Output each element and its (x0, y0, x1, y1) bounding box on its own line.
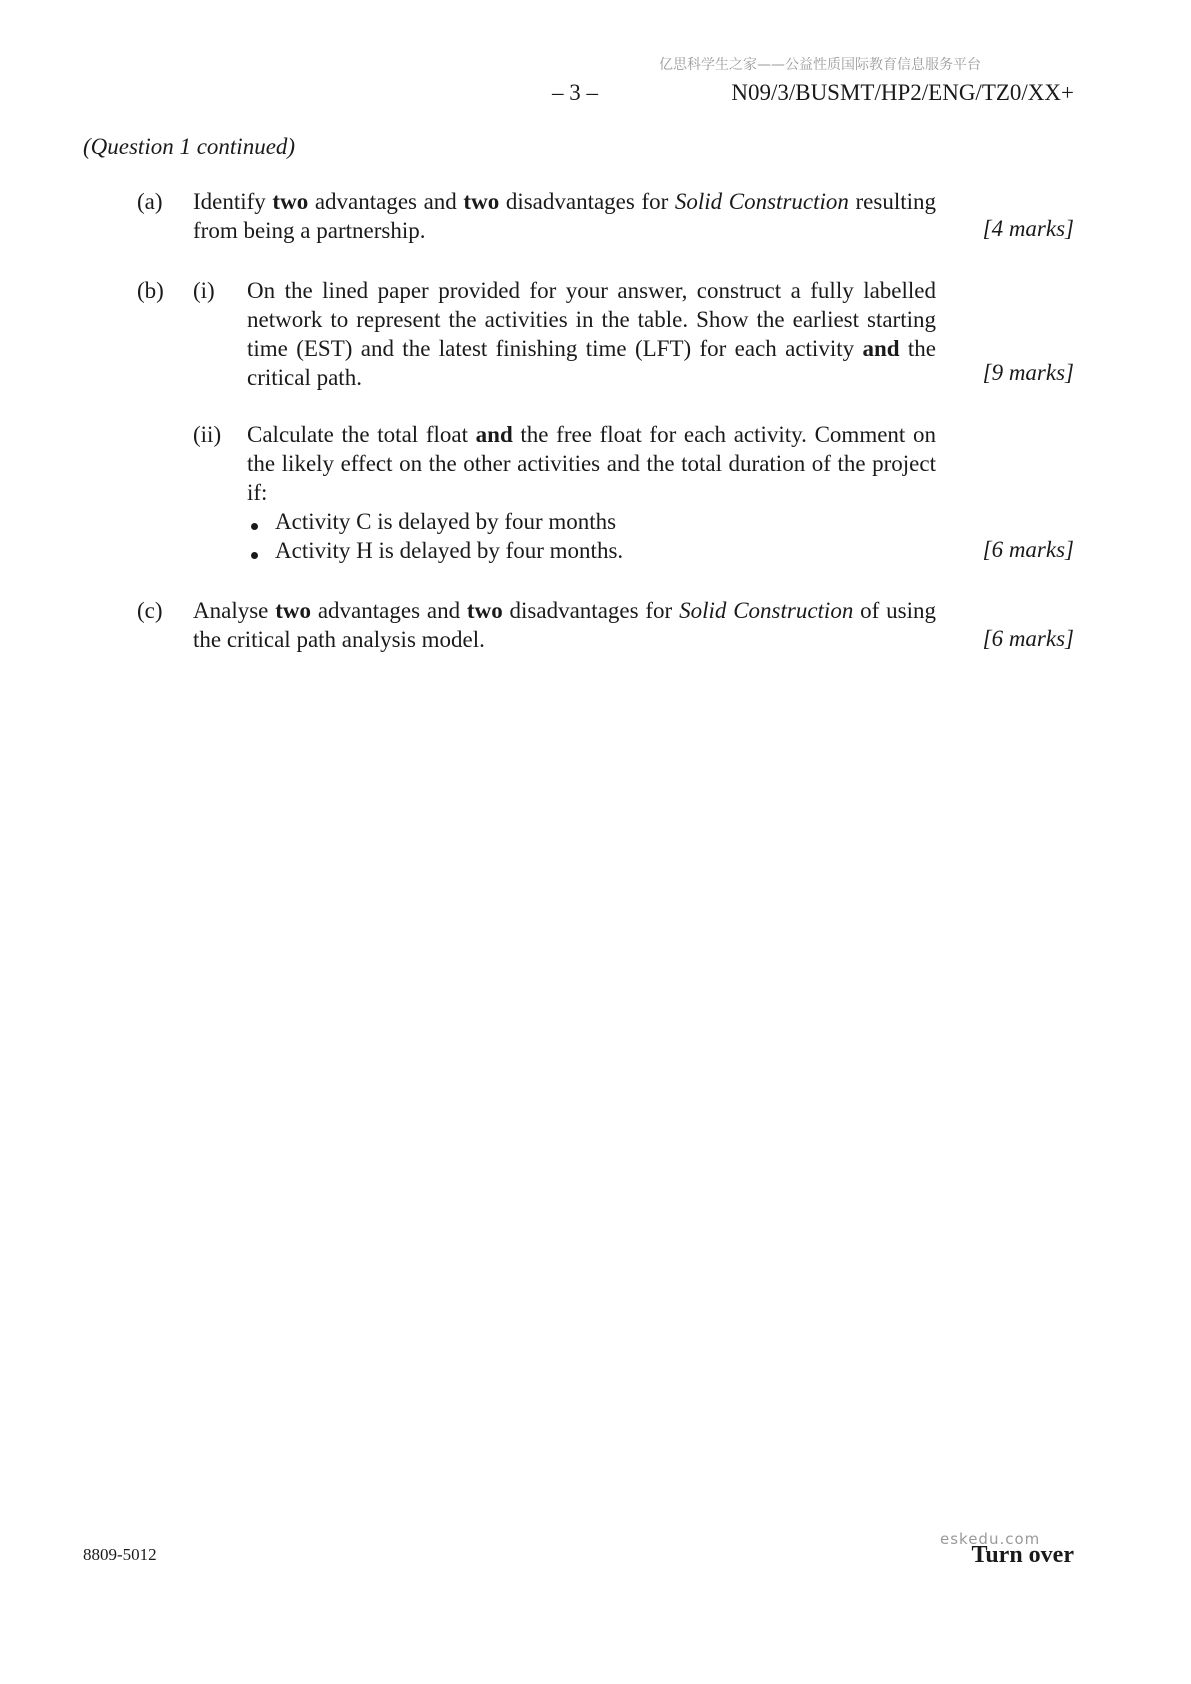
label-b: (b) (137, 278, 164, 303)
bullet-item: Activity H is delayed by four months. (275, 538, 624, 563)
marks-a: [4 marks] (982, 216, 1074, 241)
label-b-i: (i) (193, 278, 215, 303)
paper-number: 8809-5012 (83, 1545, 157, 1564)
question-b-ii-text: Calculate the total float and the free float for each activity. Comment on the likely effect on the other activities and the total duration of the project if: (247, 422, 936, 505)
label-b-ii: (ii) (193, 422, 222, 447)
turn-over: Turn over (971, 1542, 1074, 1568)
question-c-text: Analyse two advantages and two disadvantages for Solid Construction of using the critical path analysis model. (193, 598, 937, 652)
paper-code: N09/3/BUSMT/HP2/ENG/TZ0/XX+ (731, 80, 1074, 105)
bullet-dot (251, 552, 258, 559)
question-a-text: Identify two advantages and two disadvantages for Solid Construction resulting from being a partnership. (193, 189, 936, 243)
bullet-dot (251, 523, 258, 530)
page-number: – 3 – (552, 80, 598, 105)
marks-b-i: [9 marks] (982, 360, 1074, 385)
footer-watermark: eskedu.com (940, 1530, 1041, 1548)
bullet-item: Activity C is delayed by four months (275, 509, 617, 534)
label-c: (c) (137, 598, 163, 623)
header-watermark: 亿思科学生之家——公益性质国际教育信息服务平台 (659, 57, 981, 73)
question-b-i-text: On the lined paper provided for your answer, construct a fully labelled network to represent the activities in the table. Show the earliest starting time (EST) and the latest finishing time (LFT) for each activity and the critical path. (247, 278, 936, 390)
marks-c: [6 marks] (982, 626, 1074, 651)
question-continued: (Question 1 continued) (83, 134, 296, 159)
label-a: (a) (137, 189, 163, 214)
marks-b-ii: [6 marks] (982, 537, 1074, 562)
